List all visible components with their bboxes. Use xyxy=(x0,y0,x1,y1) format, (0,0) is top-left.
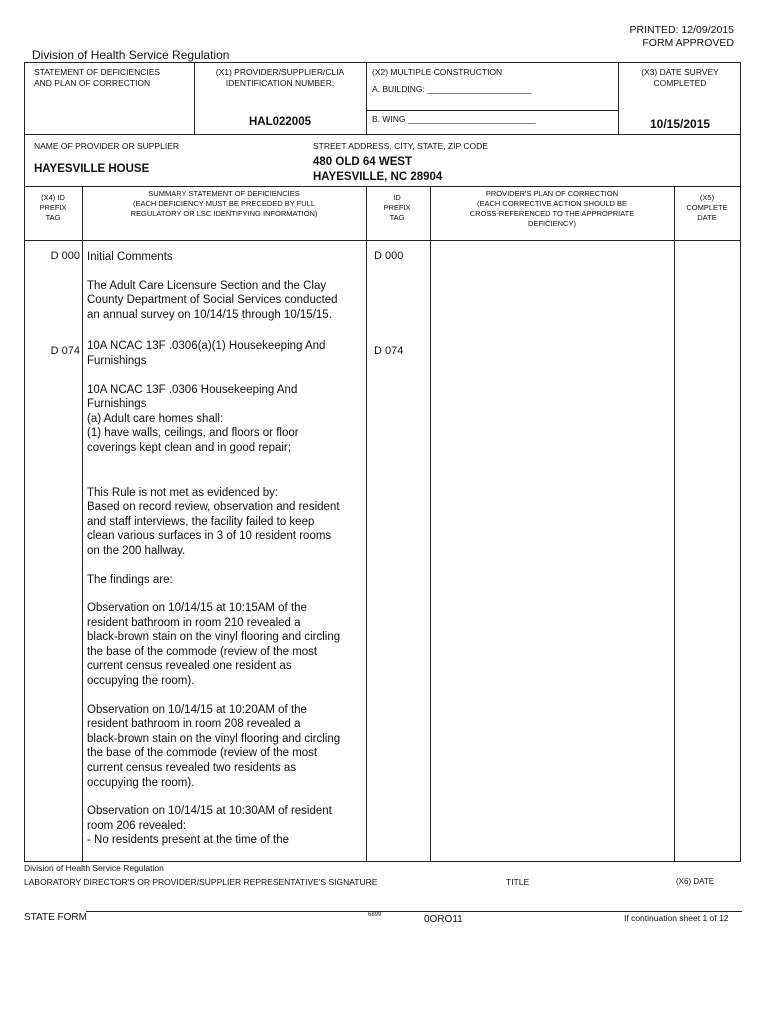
divider xyxy=(366,186,367,862)
paragraph-observation-208: Observation on 10/14/15 at 10:20AM of the resident bathroom in room 208 revealed a black-brown stain on the vinyl flooring and circling the base of the commode (review of the most current census revealed two residents as occupying the room). xyxy=(87,703,341,789)
paragraph-rule-text: 10A NCAC 13F .0306 Housekeeping And Furnishings (a) Adult care homes shall: (1) have walls, ceilings, and floors or floor coverings kept clean and in good repair; xyxy=(87,383,299,454)
paragraph-rule-title: 10A NCAC 13F .0306(a)(1) Housekeeping And Furnishings xyxy=(87,340,326,367)
statement-label: STATEMENT OF DEFICIENCIES AND PLAN OF CORRECTION xyxy=(34,67,161,88)
wing-field: B. WING ___________________________ xyxy=(372,114,536,124)
plan-header: PROVIDER'S PLAN OF CORRECTION (EACH CORRECTIVE ACTION SHOULD BE CROSS-REFERENCED TO THE APPROPRIATE DEFICIENCY) xyxy=(469,189,635,228)
x2-label: (X2) MULTIPLE CONSTRUCTION xyxy=(372,67,503,77)
divider xyxy=(24,134,741,135)
provider-name-label: NAME OF PROVIDER OR SUPPLIER xyxy=(34,141,179,151)
printed-date xyxy=(630,24,734,50)
paragraph-initial-comments: Initial Comments xyxy=(87,251,173,263)
address-line1: 480 OLD 64 WEST xyxy=(313,156,413,168)
building-field: A. BUILDING: ______________________ xyxy=(372,84,532,94)
form-approved-text: FORM APPROVED xyxy=(642,37,734,49)
divider xyxy=(366,62,367,134)
state-form-label: STATE FORM xyxy=(24,912,87,923)
address-line2: HAYESVILLE, NC 28904 xyxy=(313,171,443,183)
paragraph-not-met: This Rule is not met as evidenced by: Based on record review, observation and resident and staff interviews, the facility failed to keep clean various surfaces in 3 of 10 resident rooms on the 200 hallway. xyxy=(87,486,340,557)
divider xyxy=(24,186,741,187)
id-header: ID PREFIX TAG xyxy=(383,193,411,222)
tag-prefix-right-1: D 000 xyxy=(374,250,404,262)
provider-id-value: HAL022005 xyxy=(248,116,311,128)
x1-label: (X1) PROVIDER/SUPPLIER/CLIA IDENTIFICATION NUMBER: xyxy=(215,67,345,88)
divider xyxy=(430,186,431,862)
continuation-sheet: If continuation sheet 1 of 12 xyxy=(624,913,729,923)
x3-label: (X3) DATE SURVEY COMPLETED xyxy=(641,67,719,88)
divider xyxy=(82,186,83,862)
event-id: 0ORO11 xyxy=(424,914,463,925)
x5-header: (X5) COMPLETE DATE xyxy=(686,193,728,222)
footer-division: Division of Health Service Regulation xyxy=(24,863,164,873)
divider xyxy=(24,240,741,241)
division-title: Division of Health Service Regulation xyxy=(32,48,230,62)
provider-name-value: HAYESVILLE HOUSE xyxy=(34,163,150,175)
x6-date-label: (X6) DATE xyxy=(676,877,715,886)
paragraph-findings: The findings are: xyxy=(87,573,173,586)
x4-header: (X4) ID PREFIX TAG xyxy=(39,193,67,222)
survey-date-value: 10/15/2015 xyxy=(650,117,711,131)
divider xyxy=(674,186,675,862)
paragraph-survey-info: The Adult Care Licensure Section and the Clay County Department of Social Services conducted an annual survey on 10/14/15 through 10/15/15. xyxy=(87,279,338,321)
form-number: 6899 xyxy=(368,912,382,918)
paragraph-observation-210: Observation on 10/14/15 at 10:15AM of the resident bathroom in room 210 revealed a black-brown stain on the vinyl flooring and circling the base of the commode (review of the most current census revealed one resident as occupying the room). xyxy=(87,602,341,688)
address-label: STREET ADDRESS, CITY, STATE, ZIP CODE xyxy=(313,141,488,151)
tag-prefix-left-2: D 074 xyxy=(50,345,80,357)
printed-text: PRINTED: 12/09/2015 xyxy=(629,24,734,36)
tag-prefix-left-1: D 000 xyxy=(50,250,80,262)
deficiency-summary xyxy=(87,250,365,848)
signature-label: LABORATORY DIRECTOR'S OR PROVIDER/SUPPLIER REPRESENTATIVE'S SIGNATURE xyxy=(24,877,378,887)
divider xyxy=(366,110,618,111)
summary-header: SUMMARY STATEMENT OF DEFICIENCIES (EACH DEFICIENCY MUST BE PRECEDED BY FULL REGULATORY OR LSC IDENTIFYING INFORMATION) xyxy=(130,189,318,218)
footer-rule xyxy=(86,911,742,912)
tag-prefix-right-2: D 074 xyxy=(374,345,404,357)
paragraph-observation-206: Observation on 10/14/15 at 10:30AM of resident room 206 revealed: - No residents present at the time of the xyxy=(87,805,332,847)
title-label: TITLE xyxy=(506,877,530,887)
